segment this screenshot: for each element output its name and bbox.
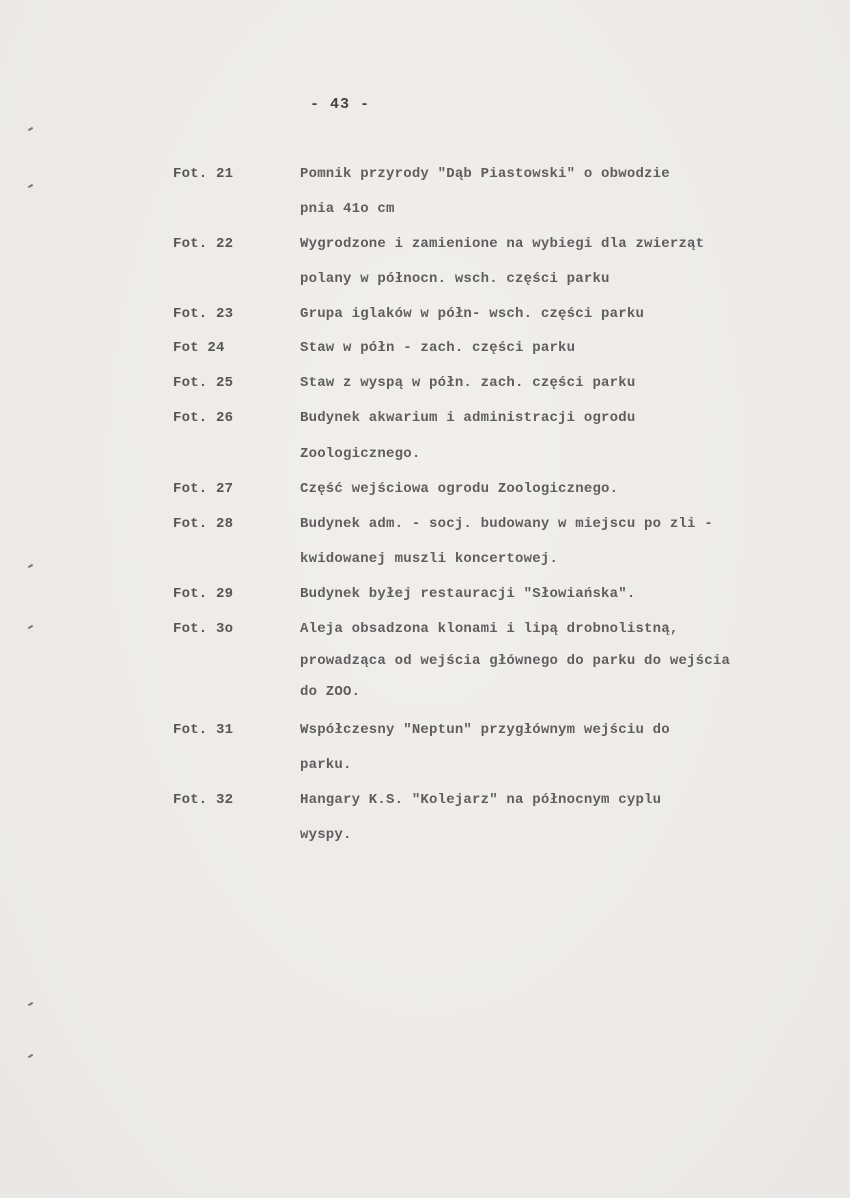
photo-caption-line: do ZOO.: [300, 684, 361, 700]
photo-label: Fot. 3o: [173, 621, 234, 637]
photo-caption-line: Budynek akwarium i administracji ogrodu: [300, 410, 636, 426]
margin-mark: [28, 127, 33, 131]
photo-label: Fot. 32: [173, 792, 234, 808]
photo-caption-line: wyspy.: [300, 827, 352, 843]
photo-caption-line: Hangary K.S. "Kolejarz" na północnym cyplu: [300, 792, 662, 808]
photo-caption-line: Staw w półn - zach. części parku: [300, 340, 576, 356]
photo-caption-line: Staw z wyspą w półn. zach. części parku: [300, 375, 636, 391]
photo-caption-line: kwidowanej muszli koncertowej.: [300, 551, 559, 567]
photo-label: Fot. 23: [173, 306, 234, 322]
margin-mark: [28, 184, 33, 188]
margin-mark: [28, 1054, 33, 1058]
photo-caption-line: parku.: [300, 757, 352, 773]
photo-caption-line: prowadząca od wejścia głównego do parku do wejścia: [300, 653, 731, 669]
photo-label: Fot. 25: [173, 375, 234, 391]
photo-caption-line: pnia 41o cm: [300, 201, 395, 217]
photo-caption-line: Współczesny "Neptun" przygłównym wejściu do: [300, 722, 670, 738]
margin-mark: [28, 1002, 33, 1006]
photo-caption-line: Aleja obsadzona klonami i lipą drobnolistną,: [300, 621, 679, 637]
photo-caption-line: polany w północn. wsch. części parku: [300, 271, 610, 287]
margin-mark: [28, 564, 33, 568]
photo-label: Fot. 31: [173, 722, 234, 738]
photo-label: Fot. 22: [173, 236, 234, 252]
photo-label: Fot. 28: [173, 516, 234, 532]
photo-caption-line: Budynek byłej restauracji "Słowiańska".: [300, 586, 636, 602]
photo-caption-line: Wygrodzone i zamienione na wybiegi dla zwierząt: [300, 236, 705, 252]
photo-caption-line: Zoologicznego.: [300, 446, 421, 462]
photo-label: Fot. 27: [173, 481, 234, 497]
photo-caption-line: Pomnik przyrody "Dąb Piastowski" o obwodzie: [300, 166, 670, 182]
photo-label: Fot. 21: [173, 166, 234, 182]
photo-caption-line: Część wejściowa ogrodu Zoologicznego.: [300, 481, 619, 497]
margin-mark: [28, 625, 33, 629]
photo-caption-line: Grupa iglaków w półn- wsch. części parku: [300, 306, 645, 322]
photo-label: Fot. 26: [173, 410, 234, 426]
photo-label: Fot 24: [173, 340, 225, 356]
photo-label: Fot. 29: [173, 586, 234, 602]
photo-caption-line: Budynek adm. - socj. budowany w miejscu po zli -: [300, 516, 713, 532]
page-number: - 43 -: [310, 96, 371, 113]
